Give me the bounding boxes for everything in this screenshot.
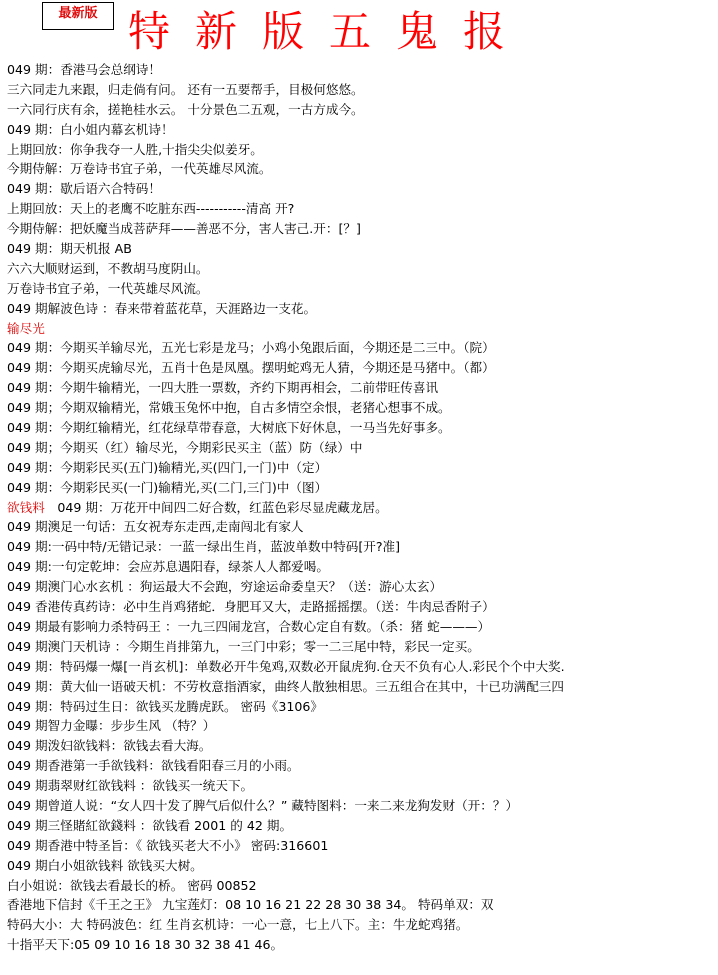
line-text: 049 期三怪賭紅欲錢料 ：欲钱看 2001 的 42 期。 xyxy=(7,817,293,833)
line-text: 049 期曾道人说：“女人四十发了脾气后似什么？” 藏特图料：一来二来龙狗发财（开：？） xyxy=(7,797,519,813)
latest-edition-badge: 最新版 xyxy=(42,2,114,30)
text-line xyxy=(7,876,715,896)
text-line xyxy=(7,259,715,279)
line-text: 049 期：期天机报 AB xyxy=(7,241,132,257)
text-line xyxy=(7,816,715,836)
text-line xyxy=(7,378,715,398)
line-text: 049 期香港第一手欲钱料：欲钱看阳春三月的小雨。 xyxy=(7,758,300,774)
line-text: 特码大小：大 特码波色：红 生肖玄机诗：一心一意，七上八下。主：牛龙蛇鸡猪。 xyxy=(7,917,469,933)
page-title: 特新版五鬼报 xyxy=(128,7,531,56)
text-lines xyxy=(7,60,715,955)
text-line xyxy=(7,418,715,438)
text-line xyxy=(7,915,715,935)
line-text: 三六同走九来跟，归走倘有问。 还有一五要帮手，目极何悠悠。 xyxy=(7,81,364,97)
text-line xyxy=(7,338,715,358)
line-text: 049 期：白小姐内幕玄机诗！ xyxy=(7,121,174,137)
line-text: 香港地下信封《千王之王》 九宝莲灯：08 10 16 21 22 28 30 38 34。 特码单双：双 xyxy=(7,897,494,913)
text-line xyxy=(7,517,715,537)
line-text: 十指平天下:05 09 10 16 18 30 32 38 41 46。 xyxy=(7,937,284,953)
line-text: 049 期：歇后语六合特码！ xyxy=(7,181,161,197)
line-text: 049 期：香港马会总纲诗！ xyxy=(7,62,161,77)
text-line xyxy=(7,219,715,239)
line-text: 049 期:一句定乾坤：会应苏息遇阳春，绿茶人人都爱喝。 xyxy=(7,559,329,575)
line-text: 049 期：黄大仙一语破天机：不劳枚意指酒家，曲终人散独相思。三五组合在其中，十已功满配三四 xyxy=(7,678,564,694)
text-line xyxy=(7,597,715,617)
text-line xyxy=(7,657,715,677)
text-line xyxy=(7,677,715,697)
line-text: 049 期泼妇欲钱料：欲钱去看大海。 xyxy=(7,738,212,754)
line-text: 049 期；今期买（红）输尽光，今期彩民买主（蓝）防（绿）中 xyxy=(7,439,363,455)
line-text: 上期回放：天上的老鹰不吃脏东西-----------清高 开? xyxy=(7,201,295,217)
line-text: 049 期智力金曝：步步生风 （特？） xyxy=(7,718,216,734)
text-line xyxy=(7,697,715,717)
text-line xyxy=(7,935,715,955)
text-line xyxy=(7,736,715,756)
text-line xyxy=(7,537,715,557)
text-line xyxy=(7,776,715,796)
line-text: 049 期解波色诗 ：春来带着蓝花草，天涯路边一支花。 xyxy=(7,300,317,316)
text-line xyxy=(7,279,715,299)
line-text: 六六大顺财运到，不教胡马度阴山。 xyxy=(7,260,209,276)
line-text: 输尽光 xyxy=(7,320,45,336)
text-line xyxy=(7,80,715,100)
line-text: 049 香港传真药诗：必中生肖鸡猪蛇．身肥耳又大，走路摇摇摆。（送：牛肉忌香附子） xyxy=(7,599,495,615)
text-line xyxy=(7,577,715,597)
text-line xyxy=(7,100,715,120)
text-line xyxy=(7,637,715,657)
line-rest-text: 049 期：万花开中间四二好合数，红蓝色彩尽显虎藏龙居。 xyxy=(44,499,388,515)
line-text: 049 期；今期双输精光，常娥玉兔怀中抱，自古多情空余恨，老猪心想事不成。 xyxy=(7,400,451,416)
line-text: 万卷诗书宜子弟，一代英雄尽风流。 xyxy=(7,280,209,296)
text-line xyxy=(7,358,715,378)
line-text: 049 期：今期买虎输尽光，五肖十色是凤凰。摆明蛇鸡无人猜，今期还是马猪中。（都） xyxy=(7,360,495,376)
text-line xyxy=(7,458,715,478)
line-text: 今期侍解：万卷诗书宜子弟，一代英雄尽风流。 xyxy=(7,161,272,177)
line-text: 049 期：今期红输精光，红花绿草带春意，大树底下好休息，一马当先好事多。 xyxy=(7,420,451,436)
text-line xyxy=(7,438,715,458)
text-line xyxy=(7,140,715,160)
line-text: 049 期翡翠财红欲钱料 ：欲钱买一统天下。 xyxy=(7,778,254,794)
line-text: 049 期澳门心水玄机 ：狗运最大不会跑，穷途运命委皇天？（送：游心太玄） xyxy=(7,579,443,595)
line-text: 白小姐说：欲钱去看最长的桥。 密码 00852 xyxy=(7,877,257,893)
text-line xyxy=(7,836,715,856)
line-text: 049 期澳足一句话：五女祝寿东走西,走南闯北有家人 xyxy=(7,519,304,535)
line-text: 欲钱料 xyxy=(7,499,45,515)
text-line xyxy=(7,796,715,816)
line-text: 上期回放：你争我夺一人胜,十指尖尖似姜牙。 xyxy=(7,141,263,157)
text-line xyxy=(7,299,715,319)
text-line xyxy=(7,60,715,80)
text-line xyxy=(7,398,715,418)
text-line xyxy=(7,895,715,915)
text-line xyxy=(7,716,715,736)
line-text: 049 期:一码中特/无错记录：一蓝一绿出生肖，蓝波单数中特码[开?准] xyxy=(7,539,401,555)
line-text: 049 期最有影响力杀特码王 ：一九三四闹龙宫，合数心定自有数。（杀：猪 蛇———） xyxy=(7,618,491,634)
line-text: 049 期澳门天机诗 ：今期生肖排第九，一三门中彩；零一二三尾中特，彩民一定买。 xyxy=(7,638,480,654)
text-line xyxy=(7,239,715,259)
line-text: 049 期：今期彩民买(一门)输精光,买(二门,三门)中（图） xyxy=(7,479,328,495)
text-line xyxy=(7,756,715,776)
text-line xyxy=(7,120,715,140)
line-text: 今期侍解：把妖魔当成菩萨拜——善恶不分，害人害己.开：[？] xyxy=(7,221,361,237)
line-text: 049 期：今期牛输精光，一四大胜一票数，齐约下期再相会，二前带旺传喜讯 xyxy=(7,380,439,396)
text-line xyxy=(7,319,715,339)
text-line xyxy=(7,478,715,498)
text-line xyxy=(7,199,715,219)
text-line xyxy=(7,498,715,518)
text-line xyxy=(7,617,715,637)
line-text: 049 期：今期买羊输尽光，五光七彩是龙马；小鸡小兔跟后面，今期还是二三中。（院） xyxy=(7,340,495,356)
line-text: 049 期：特码过生日：欲钱买龙腾虎跃。 密码《3106》 xyxy=(7,698,323,714)
line-text: 049 期香港中特圣旨：《 欲钱买老大不小》 密码:316601 xyxy=(7,837,329,853)
text-line xyxy=(7,159,715,179)
line-text: 一六同行庆有余，搓艳桂水云。 十分景色二五观，一古方成今。 xyxy=(7,101,364,117)
text-line xyxy=(7,179,715,199)
text-line xyxy=(7,557,715,577)
line-text: 049 期白小姐欲钱料 欲钱买大树。 xyxy=(7,857,203,873)
text-line xyxy=(7,856,715,876)
line-text: 049 期：今期彩民买(五门)输精光,买(四门,一门)中（定） xyxy=(7,459,328,475)
line-text: 049 期：特码爆一爆[一肖玄机]：单数必开牛兔鸡,双数必开鼠虎狗.仓天不负有心人.彩民个个中大奖. xyxy=(7,658,565,674)
